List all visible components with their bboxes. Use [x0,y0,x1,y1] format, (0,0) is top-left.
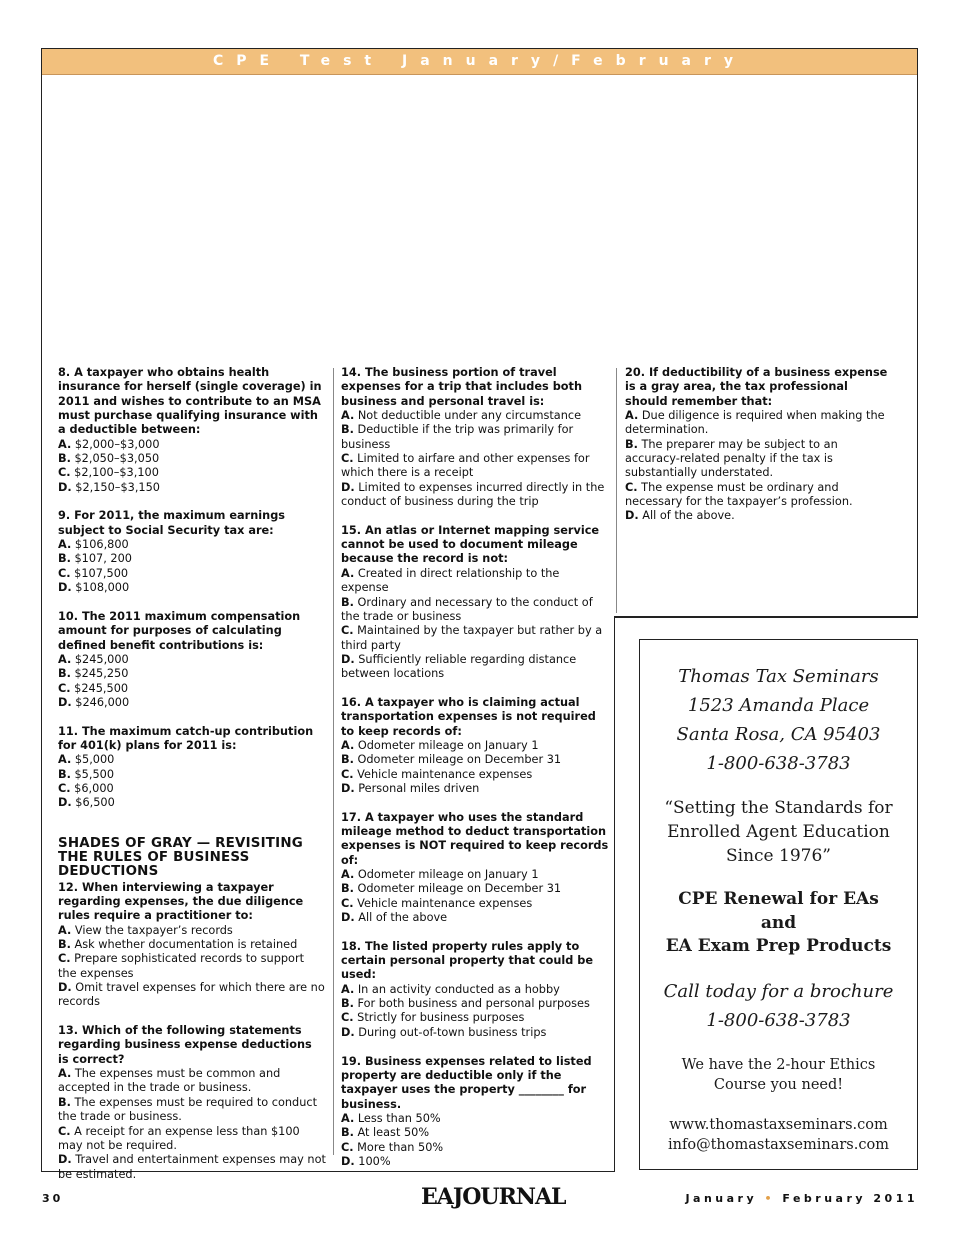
option-text: Limited to airfare and other expenses for which there is a receipt [341,452,590,480]
option-text: At least 50% [353,1126,430,1140]
question-text: 17. A taxpayer who uses the standard mileage method to deduct transportation expenses is NOT required to keep records of: [341,810,609,867]
answer-option [341,1112,609,1126]
answer-option [58,481,326,495]
option-text: $2,000–$3,000 [71,437,160,451]
option-letter: D. [58,695,72,709]
option-text: Vehicle maintenance expenses [353,767,533,781]
option-letter: B. [341,423,354,437]
option-text: Due diligence is required when making the determination. [625,409,885,437]
option-text: $6,000 [70,781,114,795]
question-item [58,881,326,1010]
option-letter: C. [341,767,354,781]
option-letter: C. [341,1140,354,1154]
option-letter: A. [341,982,355,996]
answer-option [58,938,326,952]
answer-option [341,1141,609,1155]
advertisement [639,639,918,1170]
option-letter: C. [58,566,71,580]
column-1 [58,366,326,1196]
header-bar [42,49,917,75]
question-item [341,366,609,509]
option-letter: D. [341,781,355,795]
option-letter: A. [58,652,72,666]
option-letter: B. [58,767,71,781]
answer-option [341,567,609,596]
option-text: $6,500 [71,796,115,810]
option-letter: C. [341,624,354,638]
column-2 [341,366,609,1184]
issue-separator: • [764,1192,776,1205]
answer-option [341,882,609,896]
option-letter: A. [341,1111,355,1125]
ad-headline-1: CPE Renewal for EAs [678,889,879,909]
question-text: 15. An atlas or Internet mapping service cannot be used to document mileage because the record is not: [341,523,600,566]
option-letter: C. [341,452,354,466]
option-letter: B. [341,595,354,609]
option-text: Travel and entertainment expenses may not be estimated. [58,1153,326,1181]
option-letter: C. [625,480,638,494]
option-text: $5,000 [71,753,115,767]
answer-option [341,1011,609,1025]
option-letter: D. [58,981,72,995]
option-text: Vehicle maintenance expenses [353,896,533,910]
answer-option [58,438,326,452]
ad-quote-line-1: “Setting the Standards for [664,798,893,818]
option-text: Sufficiently reliable regarding distance between locations [341,652,577,681]
ad-quote-line-3: Since 1976” [726,846,831,866]
question-text: 8. A taxpayer who obtains health insurance for herself (single coverage) in 2011 and wishes to contribute to an MSA must purchase qualifying insurance with a deductible between: [58,366,322,437]
question-item [341,940,609,1040]
question-item [341,696,609,796]
answer-option [341,423,609,452]
question-text: 12. When interviewing a taxpayer regarding expenses, the due diligence rules require a practitioner to: [58,880,304,923]
option-text: The expense must be ordinary and necessary for the taxpayer’s profession. [625,480,853,509]
option-letter: A. [58,1067,72,1081]
answer-option [625,509,893,523]
option-letter: D. [341,652,355,666]
option-text: Ordinary and necessary to the conduct of the trade or business [341,595,593,623]
answer-option [58,924,326,938]
answer-option [58,452,326,466]
answer-option [341,868,609,882]
option-text: Created in direct relationship to the expense [341,566,560,595]
option-letter: C. [341,1011,354,1025]
answer-option [341,997,609,1011]
option-text: Odometer mileage on January 1 [354,738,539,752]
option-letter: B. [625,437,638,451]
option-text: $245,500 [70,681,129,695]
frame-divider [614,616,918,618]
question-item [341,811,609,926]
ad-city: Santa Rosa, CA 95403 [676,724,881,745]
option-text: $5,500 [70,767,115,781]
ad-quote-line-2: Enrolled Agent Education [667,822,890,842]
ad-phone: 1-800-638-3783 [706,753,851,774]
answer-option [341,452,609,481]
option-letter: A. [58,437,72,451]
option-text: $107,500 [70,566,129,580]
question-item [58,1024,326,1182]
answer-option [58,653,326,667]
answer-option [58,1067,326,1096]
answer-option [58,768,326,782]
answer-option [58,696,326,710]
ad-phone-2: 1-800-638-3783 [706,1009,851,1031]
option-letter: A. [625,409,639,423]
option-text: For both business and personal purposes [353,997,590,1011]
issue-month-1: January [685,1192,758,1205]
option-letter: B. [341,997,354,1011]
answer-option [58,538,326,552]
option-text: Odometer mileage on December 31 [353,753,562,767]
option-text: Deductible if the trip was primarily for business [341,423,574,451]
option-text: All of the above. [638,509,735,523]
answer-option [58,1125,326,1154]
question-text: 16. A taxpayer who is claiming actual transportation expenses is not required to keep records of: [341,695,596,738]
option-letter: A. [341,566,355,580]
answer-option [341,739,609,753]
option-letter: B. [58,452,71,466]
answer-option [341,1026,609,1040]
answer-option [341,596,609,625]
option-letter: B. [341,882,354,896]
option-letter: B. [341,1126,354,1140]
answer-option [58,466,326,480]
option-text: $2,100–$3,100 [70,466,159,480]
answer-option [341,624,609,653]
option-text: $245,000 [71,652,129,666]
option-letter: B. [341,753,354,767]
option-text: 100% [354,1154,391,1168]
option-text: $246,000 [71,695,130,709]
option-text: The expenses must be common and accepted in the trade or business. [58,1067,281,1095]
answer-option [625,409,893,438]
ad-call: Call today for a brochure [663,980,894,1002]
question-item [625,366,893,524]
answer-option [341,753,609,767]
question-item [341,524,609,682]
column-rule-1 [333,368,334,1155]
answer-option [341,897,609,911]
option-letter: B. [58,938,71,952]
option-text: $245,250 [70,667,129,681]
option-letter: D. [625,509,639,523]
option-letter: A. [58,753,72,767]
issue-month-2: February 2011 [782,1192,918,1205]
answer-option [58,1096,326,1125]
question-text: 13. Which of the following statements regarding business expense deductions is correct? [58,1024,312,1066]
option-letter: C. [58,952,71,966]
option-text: $106,800 [71,538,129,552]
answer-option [625,481,893,510]
option-letter: D. [341,1025,355,1039]
answer-option [58,581,326,595]
ad-headline-2: and [760,912,797,933]
option-letter: C. [341,896,354,910]
option-text: View the taxpayer’s records [71,923,233,937]
option-letter: B. [58,667,71,681]
option-letter: C. [58,466,71,480]
option-text: Omit travel expenses for which there are no records [58,981,325,1009]
answer-option [341,409,609,423]
answer-option [58,667,326,681]
option-text: Strictly for business purposes [353,1011,525,1025]
page-number: 30 [42,1192,64,1205]
answer-option [341,1155,609,1169]
option-text: The preparer may be subject to an accuracy-related penalty if the tax is substantially understated. [625,437,838,480]
option-text: The expenses must be required to conduct the trade or business. [58,1095,318,1124]
answer-option [341,481,609,510]
section-heading: SHADES OF GRAY — REVISITING THE RULES OF BUSINESS DEDUCTIONS [58,835,303,879]
question-text: 18. The listed property rules apply to certain personal property that could be used: [341,939,594,982]
ad-name: Thomas Tax Seminars [678,666,879,687]
header-title: CPE Test January/February [212,53,747,69]
option-text: During out-of-town business trips [354,1025,547,1039]
journal-logo: EAJOURNAL [421,1184,566,1210]
option-text: Prepare sophisticated records to support the expenses [58,952,305,980]
option-letter: C. [58,681,71,695]
answer-option [58,782,326,796]
answer-option [341,1126,609,1140]
option-text: $108,000 [71,581,130,595]
answer-option [58,552,326,566]
option-letter: D. [341,911,355,925]
option-letter: D. [58,796,72,810]
answer-option [58,682,326,696]
option-text: Not deductible under any circumstance [354,409,582,423]
question-item [58,366,326,495]
answer-option [58,981,326,1010]
question-text: 19. Business expenses related to listed property are deductible only if the taxpayer uses the property ________ for business. [341,1054,592,1111]
option-letter: A. [341,738,355,752]
option-letter: D. [58,1153,72,1167]
option-letter: A. [341,868,355,882]
question-item [58,725,326,811]
question-text: 10. The 2011 maximum compensation amount for purposes of calculating defined benefit contributions is: [58,609,301,652]
option-text: Odometer mileage on January 1 [354,868,539,882]
issue-date [685,1192,918,1205]
option-text: Limited to expenses incurred directly in the conduct of business during the trip [341,480,605,509]
option-letter: C. [58,781,71,795]
option-text: $107, 200 [70,552,132,566]
question-text: 11. The maximum catch-up contribution for 401(k) plans for 2011 is: [58,724,314,752]
option-text: $2,050–$3,050 [70,452,160,466]
option-letter: A. [58,538,72,552]
option-text: Personal miles driven [354,781,480,795]
question-text: 9. For 2011, the maximum earnings subject to Social Security tax are: [58,509,286,537]
answer-option [341,911,609,925]
answer-option [58,1153,326,1182]
option-letter: D. [58,581,72,595]
question-text: 14. The business portion of travel expenses for a trip that includes both business and personal travel is: [341,366,583,408]
answer-option [58,753,326,767]
column-3 [625,366,893,538]
answer-option [341,782,609,796]
option-letter: B. [58,1095,71,1109]
answer-option [58,796,326,810]
option-letter: D. [58,480,72,494]
option-text: Maintained by the taxpayer but rather by a third party [341,624,603,652]
ad-ethics-line-2: Course you need! [713,1076,844,1093]
ad-website-link[interactable]: www.thomastaxseminars.com [669,1116,888,1133]
option-letter: C. [58,1124,71,1138]
question-item [58,610,326,710]
question-item [341,1055,609,1170]
answer-option [58,952,326,981]
option-text: $2,150–$3,150 [71,480,160,494]
option-text: A receipt for an expense less than $100 may not be required. [58,1124,300,1152]
option-text: Less than 50% [354,1111,441,1125]
ad-ethics-line-1: We have the 2-hour Ethics [681,1056,876,1073]
answer-option [58,567,326,581]
option-letter: B. [58,552,71,566]
option-text: Ask whether documentation is retained [70,938,298,952]
question-text: 20. If deductibility of a business expense is a gray area, the tax professional should remember that: [625,366,888,408]
option-letter: D. [341,1154,355,1168]
answer-option [625,438,893,481]
answer-option [341,653,609,682]
column-rule-2 [616,368,617,613]
option-letter: A. [58,923,72,937]
option-text: All of the above [354,911,448,925]
question-item [58,509,326,595]
answer-option [341,983,609,997]
answer-option [341,768,609,782]
option-text: Odometer mileage on December 31 [353,882,562,896]
ad-street: 1523 Amanda Place [687,695,870,716]
option-letter: D. [341,480,355,494]
ad-headline-3: EA Exam Prep Products [665,936,892,956]
ad-email-link[interactable]: info@thomastaxseminars.com [668,1136,889,1153]
option-text: More than 50% [353,1140,444,1154]
option-text: In an activity conducted as a hobby [354,982,560,996]
option-letter: A. [341,409,355,423]
